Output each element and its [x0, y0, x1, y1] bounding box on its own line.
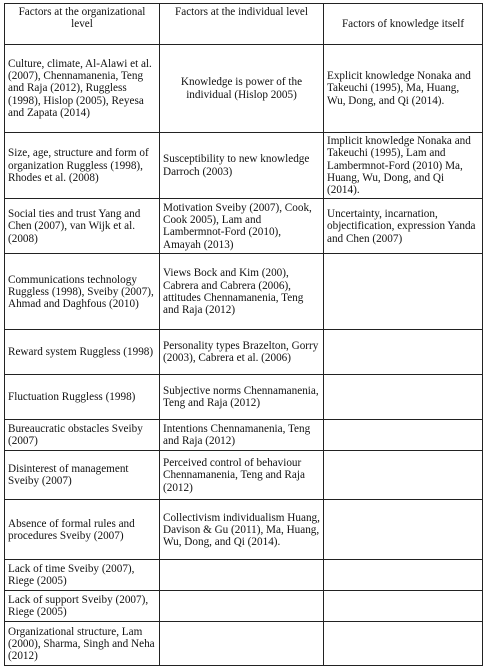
cell-organizational: Culture, climate, Al-Alawi et al. (2007), Chennamanenia, Teng and Raja (2012), Ruggless (1998), Hislop (2005), Reyesa and Zapata (2014) — [5, 45, 160, 133]
table-row — [5, 622, 483, 666]
table-row — [5, 330, 483, 375]
cell-knowledge — [324, 330, 483, 375]
cell-individual: Perceived control of behaviour Chennamanenia, Teng and Raja (2012) — [160, 451, 324, 500]
cell-organizational: Social ties and trust Yang and Chen (2007), van Wijk et al. (2008) — [5, 199, 160, 254]
cell-organizational: Absence of formal rules and procedures Sveiby (2007) — [5, 500, 160, 560]
table-row — [5, 254, 483, 330]
table-row — [5, 199, 483, 254]
cell-organizational: Organizational structure, Lam (2000), Sharma, Singh and Neha (2012) — [5, 622, 160, 666]
cell-organizational: Communications technology Ruggless (1998), Sveiby (2007), Ahmad and Daghfous (2010) — [5, 254, 160, 330]
table-row — [5, 45, 483, 133]
cell-individual: Motivation Sveiby (2007), Cook, Cook 2005), Lam and Lambermnot-Ford (2010), Amayah (2013) — [160, 199, 324, 254]
cell-knowledge — [324, 451, 483, 500]
cell-individual: Susceptibility to new knowledge Darroch (2003) — [160, 133, 324, 199]
table-row — [5, 451, 483, 500]
cell-individual: Intentions Chennamanenia, Teng and Raja (2012) — [160, 420, 324, 451]
cell-organizational: Lack of time Sveiby (2007), Riege (2005) — [5, 560, 160, 591]
header-knowledge: Factors of knowledge itself — [324, 4, 483, 45]
table-row — [5, 591, 483, 622]
header-individual: Factors at the individual level — [160, 4, 324, 45]
cell-organizational: Reward system Ruggless (1998) — [5, 330, 160, 375]
cell-organizational: Bureaucratic obstacles Sveiby (2007) — [5, 420, 160, 451]
cell-knowledge — [324, 560, 483, 591]
cell-individual: Subjective norms Chennamanenia, Teng and Raja (2012) — [160, 375, 324, 420]
cell-individual: Personality types Brazelton, Gorry (2003), Cabrera et al. (2006) — [160, 330, 324, 375]
header-organizational: Factors at the organizational level — [5, 4, 160, 45]
cell-knowledge: Implicit knowledge Nonaka and Takeuchi (1995), Lam and Lambermnot-Ford (2010) Ma, Huang, Wu, Dong, and Qi (2014). — [324, 133, 483, 199]
table-row — [5, 500, 483, 560]
cell-individual: Knowledge is power of the individual (Hislop 2005) — [160, 45, 324, 133]
cell-organizational: Size, age, structure and form of organization Ruggless (1998), Rhodes et al. (2008) — [5, 133, 160, 199]
table-row — [5, 375, 483, 420]
cell-individual — [160, 591, 324, 622]
cell-organizational: Disinterest of management Sveiby (2007) — [5, 451, 160, 500]
cell-knowledge: Explicit knowledge Nonaka and Takeuchi (1995), Ma, Huang, Wu, Dong, and Qi (2014). — [324, 45, 483, 133]
factors-table — [4, 3, 483, 666]
cell-knowledge — [324, 500, 483, 560]
header-row — [5, 4, 483, 45]
cell-organizational: Fluctuation Ruggless (1998) — [5, 375, 160, 420]
table-row — [5, 420, 483, 451]
cell-knowledge: Uncertainty, incarnation, objectification, expression Yanda and Chen (2007) — [324, 199, 483, 254]
cell-knowledge — [324, 622, 483, 666]
cell-individual: Views Bock and Kim (200), Cabrera and Cabrera (2006), attitudes Chennamanenia, Teng and Raja (2012) — [160, 254, 324, 330]
cell-knowledge — [324, 591, 483, 622]
cell-individual — [160, 560, 324, 591]
cell-knowledge — [324, 420, 483, 451]
cell-individual — [160, 622, 324, 666]
cell-organizational: Lack of support Sveiby (2007), Riege (2005) — [5, 591, 160, 622]
cell-individual: Collectivism individualism Huang, Davison & Gu (2011), Ma, Huang, Wu, Dong, and Qi (2014). — [160, 500, 324, 560]
cell-knowledge — [324, 375, 483, 420]
cell-knowledge — [324, 254, 483, 330]
table-row — [5, 133, 483, 199]
table-row — [5, 560, 483, 591]
